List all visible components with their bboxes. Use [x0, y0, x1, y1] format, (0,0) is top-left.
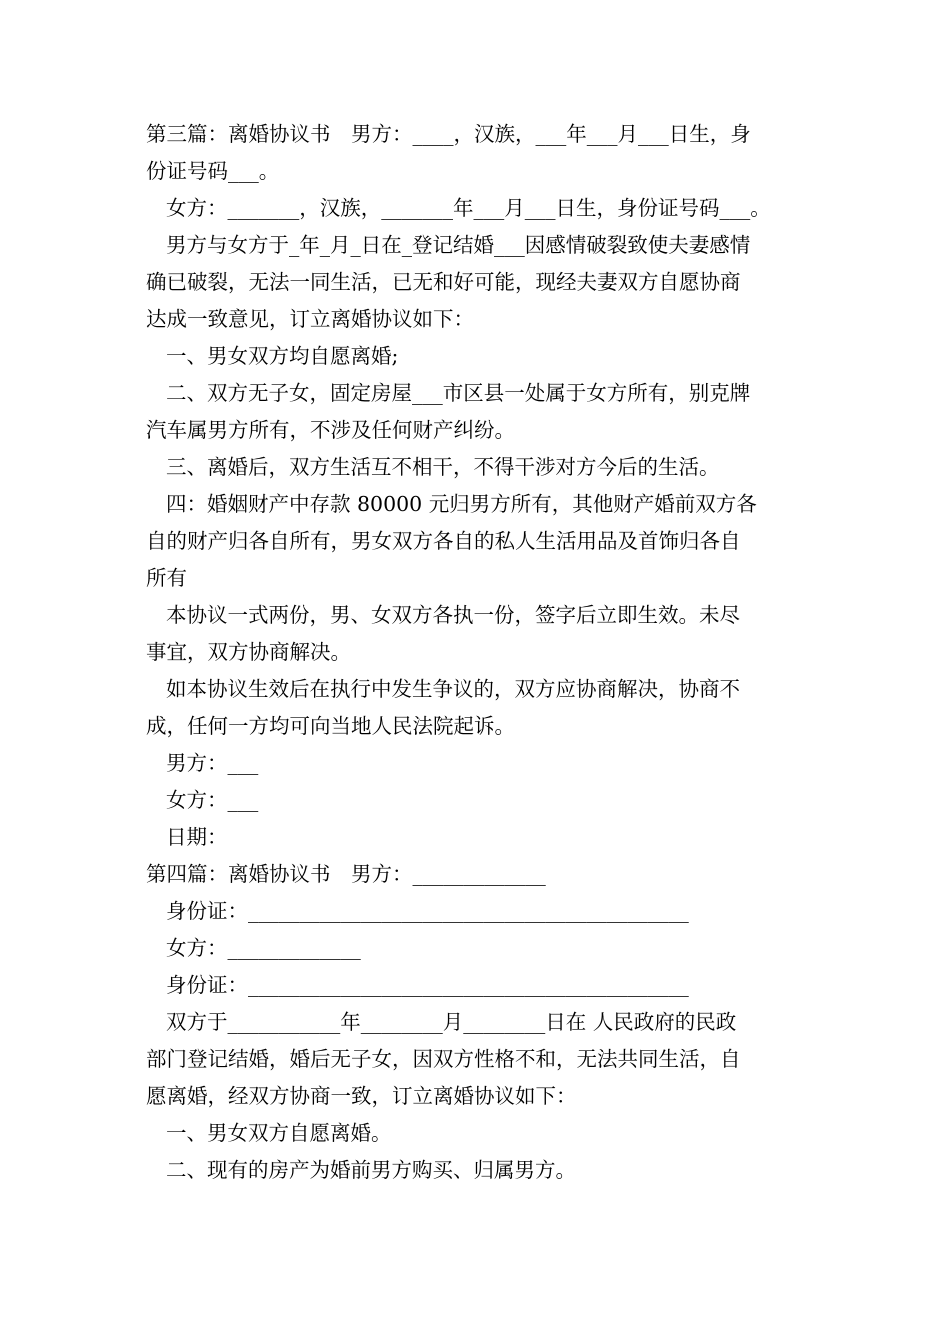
document-line: 一、男女双方均自愿离婚; — [166, 344, 399, 368]
document-line: 女方：_______，汉族，_______年___月___日生，身份证号码___。 — [166, 196, 771, 220]
document-line: 自的财产归各自所有，男女双方各自的私人生活用品及首饰归各自 — [146, 529, 741, 553]
document-line: 四：婚姻财产中存款 80000 元归男方所有，其他财产婚前双方各 — [166, 492, 757, 516]
document-line: 部门登记结婚，婚后无子女，因双方性格不和，无法共同生活，自 — [146, 1047, 741, 1071]
document-line: 第三篇：离婚协议书 男方：____，汉族，___年___月___日生，身 — [146, 122, 751, 146]
document-line: 如本协议生效后在执行中发生争议的，双方应协商解决，协商不 — [166, 677, 740, 701]
document-line: 双方于___________年________月________日在 人民政府的民政 — [166, 1010, 737, 1034]
document-line: 二、现有的房产为婚前男方购买、归属男方。 — [166, 1158, 576, 1182]
document-line: 身份证：___________________________________________ — [166, 899, 689, 923]
document-line: 第四篇：离婚协议书 男方：_____________ — [146, 862, 546, 886]
document-body — [146, 116, 806, 1189]
document-line: 一、男女双方自愿离婚。 — [166, 1121, 392, 1145]
document-line: 事宜，双方协商解决。 — [146, 640, 351, 664]
document-line: 三、离婚后，双方生活互不相干，不得干涉对方今后的生活。 — [166, 455, 720, 479]
document-line: 二、双方无子女，固定房屋___市区县一处属于女方所有，别克牌 — [166, 381, 751, 405]
document-line: 成，任何一方均可向当地人民法院起诉。 — [146, 714, 515, 738]
document-line: 身份证：___________________________________________ — [166, 973, 689, 997]
document-line: 愿离婚，经双方协商一致，订立离婚协议如下： — [146, 1084, 577, 1108]
document-line: 汽车属男方所有，不涉及任何财产纠纷。 — [146, 418, 515, 442]
document-line: 本协议一式两份，男、女双方各执一份，签字后立即生效。未尽 — [166, 603, 740, 627]
document-line: 男方与女方于_年_月_日在_登记结婚___因感情破裂致使夫妻感情 — [166, 233, 751, 257]
document-line: 所有 — [146, 566, 187, 590]
document-line: 男方：___ — [166, 751, 259, 775]
document-line: 女方：___ — [166, 788, 259, 812]
document-line: 份证号码___。 — [146, 159, 280, 183]
document-line: 确已破裂，无法一同生活，已无和好可能，现经夫妻双方自愿协商 — [146, 270, 741, 294]
document-line: 达成一致意见，订立离婚协议如下： — [146, 307, 474, 331]
document-line: 女方：_____________ — [166, 936, 361, 960]
document-line: 日期： — [166, 825, 228, 849]
